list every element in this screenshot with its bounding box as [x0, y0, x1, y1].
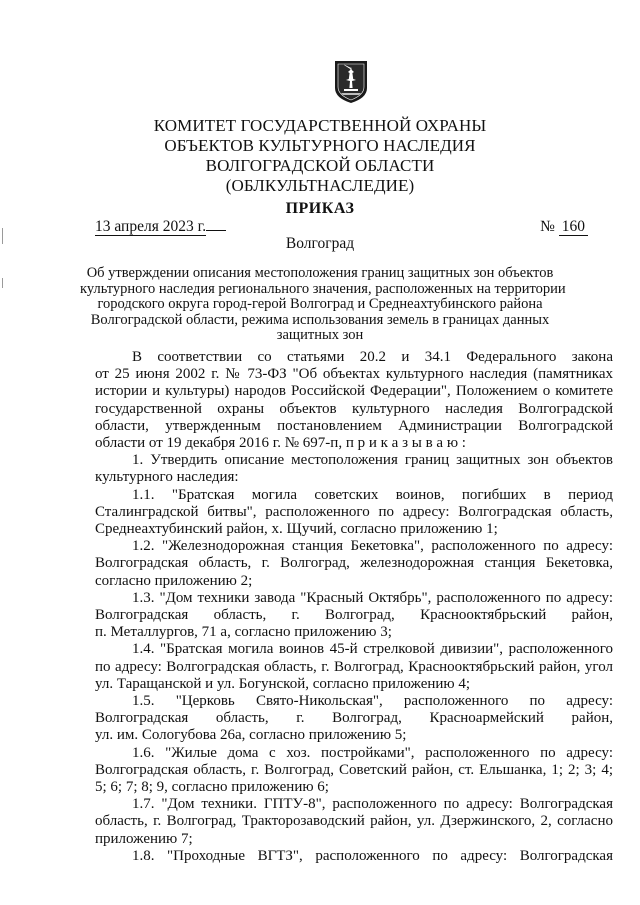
paragraph-line: приложению 7; — [95, 830, 193, 847]
body-paragraph — [95, 349, 613, 452]
paragraph-line: культурного наследия: — [95, 469, 239, 486]
subject-line: городского округа город-герой Волгоград и Среднеахтубинского района — [97, 296, 543, 312]
organization-name — [0, 116, 640, 196]
date-underline — [206, 218, 226, 231]
scan-edge-mark — [2, 278, 3, 288]
paragraph-line: 1.6. "Жилые дома с хоз. постройками", расположенного по адресу: — [132, 744, 613, 761]
body-paragraph — [95, 796, 613, 848]
document-type: ПРИКАЗ — [285, 200, 355, 217]
paragraph-line: ул. Таращанской и ул. Богунской, согласно приложению 4; — [95, 675, 471, 692]
document-number: 160 — [559, 218, 588, 236]
body-paragraph — [95, 590, 613, 642]
paragraph-line: Волгоградская область, г. Волгоград, Советский район, ст. Ельшанка, 1; 2; 3; 4; — [95, 761, 613, 778]
subject-line: культурного наследия регионального значения, расположенных на территории — [80, 280, 566, 297]
body-paragraph — [95, 487, 613, 539]
paragraph-line: 1.2. "Железнодорожная станция Бекетовка", расположенного по адресу: — [132, 538, 613, 555]
org-line: ОБЪЕКТОВ КУЛЬТУРНОГО НАСЛЕДИЯ — [164, 136, 476, 155]
org-line: КОМИТЕТ ГОСУДАРСТВЕННОЙ ОХРАНЫ — [153, 116, 487, 135]
subject-line: защитных зон — [276, 327, 364, 343]
paragraph-line: 1.1. "Братская могила советских воинов, погибших в период — [132, 486, 613, 503]
paragraph-line: область, г. Волгоград, Тракторозаводский район, ул. Дзержинского, 2, согласно — [95, 813, 613, 830]
org-line: ВОЛГОГРАДСКОЙ ОБЛАСТИ — [205, 156, 435, 175]
document-number-line — [540, 218, 588, 236]
volgograd-coat-of-arms-icon — [334, 60, 368, 104]
body-paragraph — [95, 452, 613, 486]
paragraph-line: Среднеахтубинский район, х. Щучий, согласно приложению 1; — [95, 521, 498, 538]
subject-line: Волгоградской области, режима использования земель в границах данных — [90, 311, 550, 328]
paragraph-line: от 25 июня 2002 г. № 73-ФЗ "Об объектах культурного наследия (памятниках — [95, 366, 613, 383]
paragraph-line: области, утвержденным постановлением Администрации Волгоградской — [95, 417, 613, 434]
paragraph-line: государственной охраны объектов культурного наследия Волгоградской — [95, 400, 613, 417]
paragraph-line: по адресу: Волгоградская область, г. Волгоград, Краснооктябрьский район, угол — [95, 658, 613, 675]
paragraph-line: ул. им. Сологубова 26а, согласно приложению 5; — [95, 727, 407, 744]
document-date: 13 апреля 2023 г. — [95, 218, 207, 235]
paragraph-line: В соответствии со статьями 20.2 и 34.1 Федерального закона — [132, 349, 613, 365]
body-paragraph — [95, 538, 613, 590]
paragraph-line: 5; 6; 7; 8; 9, согласно приложению 6; — [95, 779, 329, 796]
document-number-prefix: № — [540, 218, 555, 235]
paragraph-line: области от 19 декабря 2016 г. № 697-п, п р и к а з ы в а ю : — [95, 435, 466, 452]
paragraph-line: 1.4. "Братская могила воинов 45-й стрелковой дивизии", расположенного — [132, 641, 613, 658]
paragraph-line: Сталинградской битвы", расположенного по адресу: Волгоградская область, — [95, 503, 613, 520]
paragraph-line: согласно приложению 2; — [95, 572, 253, 589]
paragraph-line: п. Металлургов, 71 а, согласно приложению 3; — [95, 624, 392, 641]
paragraph-line: 1.8. "Проходные ВГТЗ", расположенного по адресу: Волгоградская — [132, 847, 613, 864]
paragraph-line: 1. Утвердить описание местоположения границ защитных зон объектов — [132, 452, 613, 469]
subject-line: Об утверждении описания местоположения границ защитных зон объектов — [86, 265, 554, 281]
document-city: Волгоград — [285, 235, 355, 252]
paragraph-line: 1.5. "Церковь Свято-Никольская", расположенного по адресу: — [132, 693, 613, 710]
paragraph-line: 1.3. "Дом техники завода "Красный Октябрь", расположенного по адресу: — [132, 589, 613, 606]
org-line: (ОБЛКУЛЬТНАСЛЕДИЕ) — [225, 176, 415, 195]
body-paragraph — [95, 848, 613, 865]
document-body — [95, 349, 613, 865]
document-subject — [80, 265, 566, 344]
document-date-line — [95, 218, 226, 236]
body-paragraph — [95, 693, 613, 745]
paragraph-line: истории и культуры) народов Российской Федерации", Положением о комитете — [95, 383, 613, 400]
paragraph-line: Волгоградская область, г. Волгоград, Краснооктябрьский район, — [95, 607, 613, 624]
paragraph-line: Волгоградская область, г. Волгоград, Красноармейский район, — [95, 710, 613, 727]
paragraph-line: Волгоградская область, г. Волгоград, железнодорожная станция Бекетовка, — [95, 555, 613, 572]
body-paragraph — [95, 745, 613, 797]
paragraph-line: 1.7. "Дом техники. ГПТУ-8", расположенного по адресу: Волгоградская — [132, 796, 613, 813]
body-paragraph — [95, 641, 613, 693]
